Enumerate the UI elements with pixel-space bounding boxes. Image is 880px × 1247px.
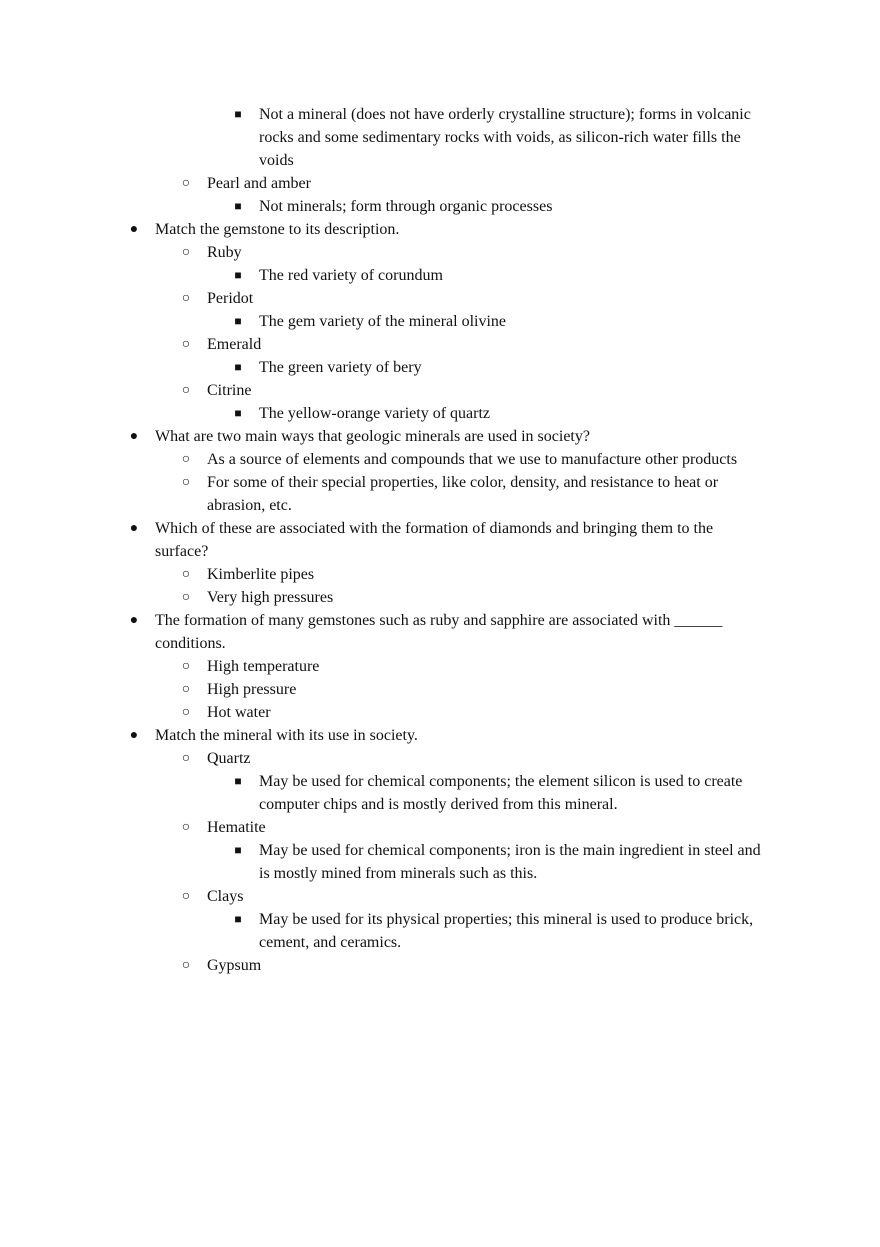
bullet-list [0,103,880,977]
list-item-level-2 [0,655,880,678]
filled-circle-bullet-icon: ● [129,429,139,444]
list-item-text: The formation of many gemstones such as ruby and sapphire are associated with ______ conditions. [155,612,723,652]
list-item-text: Citrine [207,382,252,399]
list-item-text: What are two main ways that geologic minerals are used in society? [155,428,590,445]
square-bullet-icon: ■ [234,199,242,213]
list-item-level-3 [0,103,880,172]
hollow-circle-bullet-icon: ○ [181,567,191,582]
list-item-text: Match the mineral with its use in society. [155,727,418,744]
list-item-text: The green variety of bery [259,359,422,376]
list-item-level-1 [0,218,880,241]
list-item-text: May be used for chemical components; the element silicon is used to create computer chips and is mostly derived from this mineral. [259,773,743,813]
list-item-level-1 [0,609,880,655]
hollow-circle-bullet-icon: ○ [181,958,191,973]
list-item-text: Hematite [207,819,266,836]
list-item-level-2 [0,816,880,839]
list-item-text: Not a mineral (does not have orderly crystalline structure); forms in volcanic rocks and some sedimentary rocks with voids, as silicon-rich water fills the voids [259,106,751,169]
list-item-level-3 [0,839,880,885]
square-bullet-icon: ■ [234,843,242,857]
hollow-circle-bullet-icon: ○ [181,475,191,490]
square-bullet-icon: ■ [234,107,242,121]
list-item-text: Not minerals; form through organic processes [259,198,553,215]
list-item-text: Pearl and amber [207,175,311,192]
list-item-text: Quartz [207,750,251,767]
list-item-level-2 [0,586,880,609]
list-item-level-2 [0,954,880,977]
list-item-text: The red variety of corundum [259,267,443,284]
hollow-circle-bullet-icon: ○ [181,590,191,605]
list-item-text: Clays [207,888,244,905]
filled-circle-bullet-icon: ● [129,613,139,628]
square-bullet-icon: ■ [234,912,242,926]
list-item-text: Gypsum [207,957,262,974]
list-item-level-3 [0,356,880,379]
hollow-circle-bullet-icon: ○ [181,889,191,904]
list-item-level-3 [0,264,880,287]
hollow-circle-bullet-icon: ○ [181,337,191,352]
list-item-level-2 [0,563,880,586]
list-item-level-2 [0,379,880,402]
list-item-level-3 [0,770,880,816]
list-item-text: Kimberlite pipes [207,566,315,583]
filled-circle-bullet-icon: ● [129,728,139,743]
list-item-text: Peridot [207,290,254,307]
list-item-text: Emerald [207,336,262,353]
list-item-level-3 [0,195,880,218]
list-item-level-2 [0,333,880,356]
list-item-level-2 [0,448,880,471]
list-item-text: Match the gemstone to its description. [155,221,400,238]
list-item-text: High temperature [207,658,320,675]
hollow-circle-bullet-icon: ○ [181,452,191,467]
list-item-level-1 [0,425,880,448]
square-bullet-icon: ■ [234,268,242,282]
list-item-level-2 [0,885,880,908]
hollow-circle-bullet-icon: ○ [181,383,191,398]
list-item-text: As a source of elements and compounds that we use to manufacture other products [207,451,738,468]
list-item-text: Which of these are associated with the formation of diamonds and bringing them to the surface? [155,520,714,560]
list-item-level-2 [0,471,880,517]
list-item-text: For some of their special properties, like color, density, and resistance to heat or abrasion, etc. [207,474,719,514]
filled-circle-bullet-icon: ● [129,222,139,237]
square-bullet-icon: ■ [234,360,242,374]
list-item-text: Hot water [207,704,271,721]
hollow-circle-bullet-icon: ○ [181,682,191,697]
list-item-level-2 [0,678,880,701]
list-item-level-2 [0,747,880,770]
list-item-text: May be used for chemical components; iron is the main ingredient in steel and is mostly mined from minerals such as this. [259,842,761,882]
square-bullet-icon: ■ [234,314,242,328]
list-item-text: High pressure [207,681,297,698]
list-item-level-2 [0,287,880,310]
hollow-circle-bullet-icon: ○ [181,176,191,191]
list-item-text: May be used for its physical properties; this mineral is used to produce brick, cement, and ceramics. [259,911,754,951]
list-item-level-3 [0,402,880,425]
list-item-text: Ruby [207,244,242,261]
hollow-circle-bullet-icon: ○ [181,705,191,720]
list-item-level-1 [0,517,880,563]
hollow-circle-bullet-icon: ○ [181,659,191,674]
list-item-level-2 [0,701,880,724]
list-item-level-3 [0,310,880,333]
hollow-circle-bullet-icon: ○ [181,291,191,306]
list-item-level-1 [0,724,880,747]
list-item-text: The yellow-orange variety of quartz [259,405,491,422]
list-item-text: Very high pressures [207,589,334,606]
filled-circle-bullet-icon: ● [129,521,139,536]
list-item-level-2 [0,241,880,264]
square-bullet-icon: ■ [234,406,242,420]
list-item-level-2 [0,172,880,195]
square-bullet-icon: ■ [234,774,242,788]
list-item-text: The gem variety of the mineral olivine [259,313,507,330]
list-item-level-3 [0,908,880,954]
hollow-circle-bullet-icon: ○ [181,751,191,766]
hollow-circle-bullet-icon: ○ [181,820,191,835]
hollow-circle-bullet-icon: ○ [181,245,191,260]
